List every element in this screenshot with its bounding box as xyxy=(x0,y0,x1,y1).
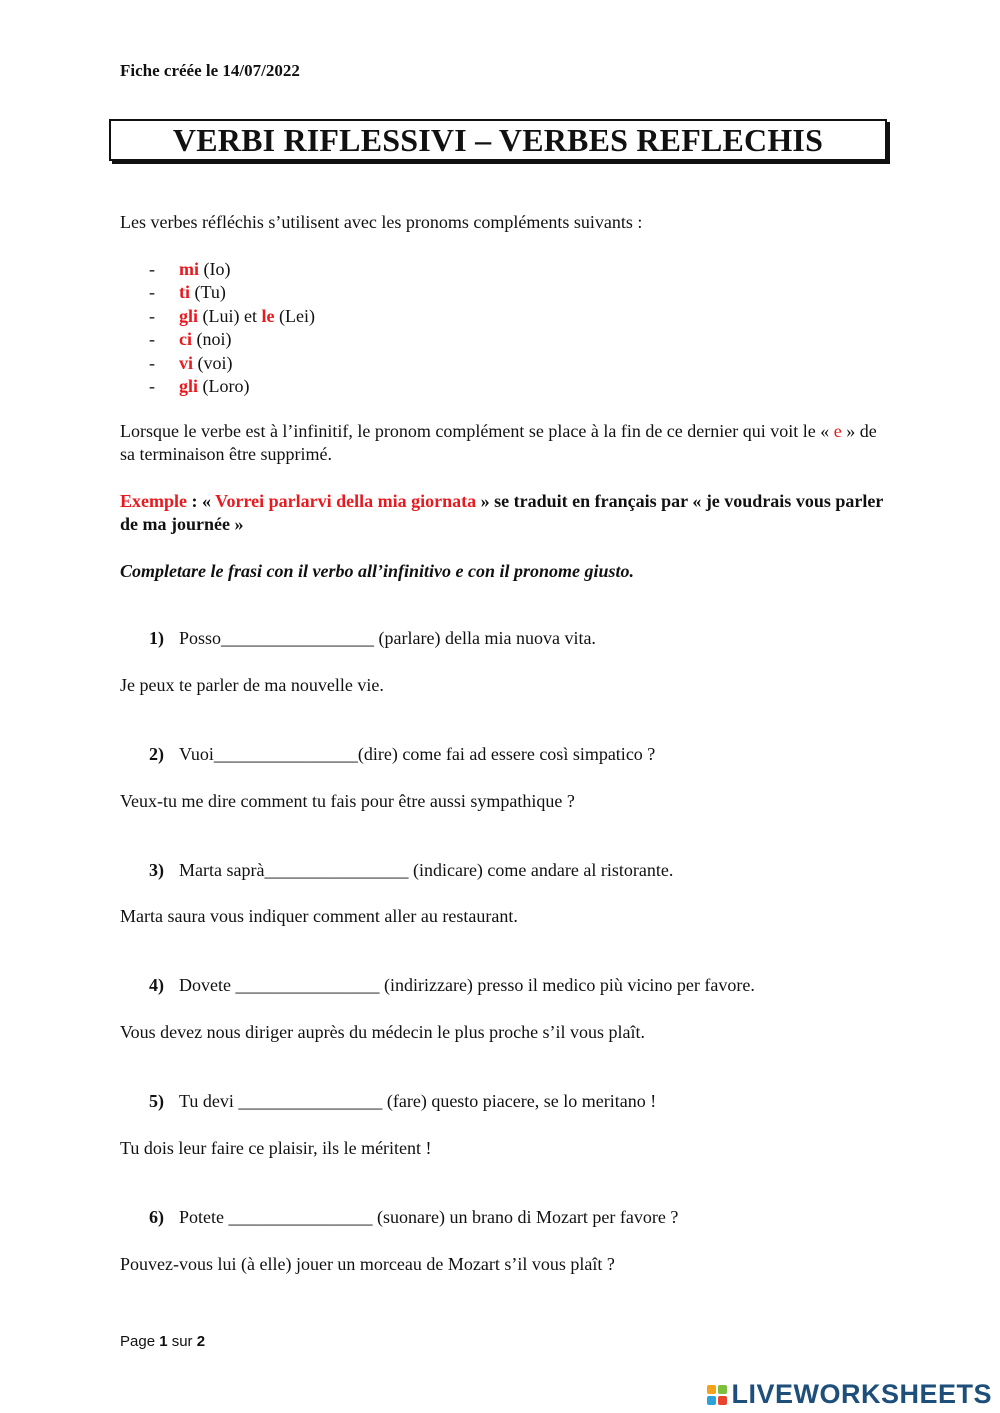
exercise-translation: Pouvez-vous lui (à elle) jouer un morceau de Mozart s’il vous plaît ? xyxy=(120,1254,615,1274)
exercise-translation: Tu dois leur faire ce plaisir, ils le méritent ! xyxy=(120,1138,432,1158)
exercise-translation: Veux-tu me dire comment tu fais pour être aussi sympathique ? xyxy=(120,791,575,811)
pronoun: le xyxy=(261,305,275,326)
list-item: - ti (Tu) xyxy=(149,282,226,303)
example-italian: Vorrei parlarvi della mia giornata xyxy=(215,491,477,511)
liveworksheets-logo-icon xyxy=(707,1385,727,1405)
exercise-item: 5) Tu devi ________________ (fare) questo piacere, se lo meritano ! xyxy=(149,1091,657,1111)
answer-blank[interactable]: ________________ xyxy=(235,975,380,995)
answer-blank[interactable]: ________________ xyxy=(238,1091,383,1111)
pronoun: gli xyxy=(179,375,199,396)
exercise-item: 3) Marta saprà________________ (indicare) come andare al ristorante. xyxy=(149,860,674,880)
page-title: VERBI RIFLESSIVI – VERBES REFLECHIS xyxy=(172,121,824,158)
pronoun: ti xyxy=(179,282,190,303)
liveworksheets-logo-text: LIVEWORKSHEETS xyxy=(731,1379,992,1409)
creation-date: Fiche créée le 14/07/2022 xyxy=(120,61,300,80)
answer-blank[interactable]: _________________ xyxy=(221,628,375,648)
answer-blank[interactable]: ________________ xyxy=(264,860,409,880)
highlighted-letter: e xyxy=(833,421,842,441)
logo-square xyxy=(718,1396,727,1405)
exercise-item: 6) Potete ________________ (suonare) un brano di Mozart per favore ? xyxy=(149,1207,679,1227)
list-item: - vi (voi) xyxy=(149,352,233,373)
answer-blank[interactable]: ________________ xyxy=(228,1207,373,1227)
pronoun: gli xyxy=(179,305,199,326)
exercise-translation: Marta saura vous indiquer comment aller au restaurant. xyxy=(120,906,518,926)
answer-blank[interactable]: ________________ xyxy=(213,744,358,764)
pronoun: vi xyxy=(179,352,194,373)
logo-square xyxy=(707,1385,716,1394)
list-item: - mi (Io) xyxy=(149,259,231,279)
liveworksheets-logo[interactable] xyxy=(707,1379,992,1410)
logo-square xyxy=(718,1385,727,1394)
exercise-instruction: Completare le frasi con il verbo all’infinitivo e con il pronome giusto. xyxy=(120,561,634,581)
exercise-translation: Vous devez nous diriger auprès du médecin le plus proche s’il vous plaît. xyxy=(120,1022,646,1042)
exercise-item: 1) Posso_________________ (parlare) della mia nuova vita. xyxy=(149,628,596,648)
exercise-item: 4) Dovete ________________ (indirizzare) presso il medico più vicino per favore. xyxy=(149,975,755,995)
pronoun: ci xyxy=(179,329,192,350)
rule-paragraph: Lorsque le verbe est à l’infinitif, le pronom complément se place à la fin de ce dernier qui voit le « e » de sa terminaison être supprimé. xyxy=(120,421,877,464)
exercise-translation: Je peux te parler de ma nouvelle vie. xyxy=(120,675,384,695)
list-item: - ci (noi) xyxy=(149,329,232,350)
example-label: Exemple xyxy=(120,491,187,511)
pronoun: mi xyxy=(179,259,199,279)
list-item: - gli (Loro) xyxy=(149,375,250,396)
logo-square xyxy=(707,1396,716,1405)
example-paragraph: Exemple : « Vorrei parlarvi della mia giornata » se traduit en français par « je voudrais vous parler de ma journée » xyxy=(120,491,883,534)
list-item: - gli (Lui) et le (Lei) xyxy=(149,305,315,326)
exercise-item: 2) Vuoi________________(dire) come fai ad essere così simpatico ? xyxy=(149,744,656,764)
page-number: Page 1 sur 2 xyxy=(120,1333,206,1350)
intro-text: Les verbes réfléchis s’utilisent avec les pronoms compléments suivants : xyxy=(120,212,643,232)
pronoun-list xyxy=(149,258,315,398)
title-box xyxy=(109,119,887,161)
